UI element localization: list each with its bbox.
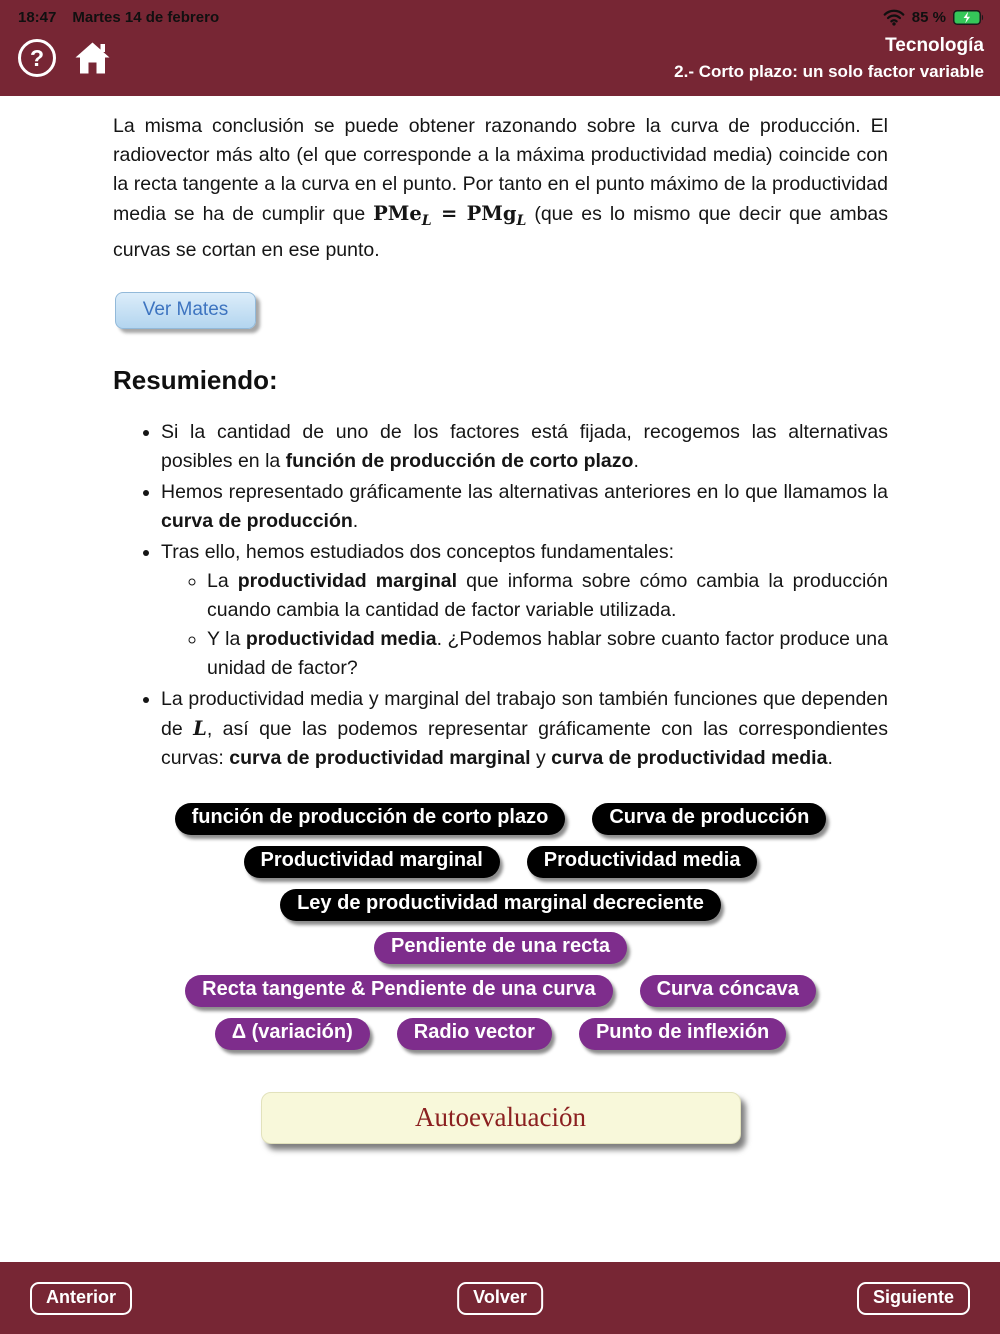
text-run: La bbox=[207, 569, 238, 592]
text-run: y bbox=[530, 746, 552, 769]
text-run: . bbox=[352, 509, 359, 532]
text-run: Tras ello, hemos estudiados dos conceptos fundamentales: bbox=[161, 540, 675, 563]
math-sub-l: L bbox=[421, 212, 432, 229]
text-run: que informa sobre cómo cambia la producción cuando cambia la cantidad de factor variable utilizada. bbox=[207, 569, 888, 621]
math-sub-l: L bbox=[516, 212, 527, 229]
tag-ley-productividad-marginal-decreciente[interactable]: Ley de productividad marginal decreciente bbox=[280, 889, 721, 921]
status-right bbox=[883, 9, 984, 26]
keyword-bold: curva de productividad marginal bbox=[229, 746, 531, 769]
keyword-bold: productividad media bbox=[245, 627, 437, 650]
text-run: , así que las podemos representar gráficamente con las correspondientes curvas: bbox=[161, 717, 889, 769]
keyword-tags bbox=[113, 803, 888, 1050]
tag-recta-tangente-pendiente-curva[interactable]: Recta tangente & Pendiente de una curva bbox=[185, 975, 612, 1007]
tag-funcion-de-produccion-corto-plazo[interactable]: función de producción de corto plazo bbox=[175, 803, 566, 835]
page-subtitle: 2.- Corto plazo: un solo factor variable bbox=[674, 61, 984, 81]
header-icons bbox=[18, 39, 111, 77]
math-pme: PMe bbox=[373, 202, 422, 225]
tag-punto-de-inflexion[interactable]: Punto de inflexión bbox=[579, 1018, 786, 1050]
ver-mates-button[interactable]: Ver Mates bbox=[115, 292, 256, 329]
text-run: (que es lo mismo que decir que ambas curvas se cortan en ese punto. bbox=[113, 203, 889, 261]
footer-bar bbox=[0, 1262, 1000, 1334]
tag-row bbox=[113, 975, 888, 1007]
app-title: Tecnología bbox=[885, 34, 984, 56]
text-run: La productividad media y marginal del trabajo son también funciones que dependen de bbox=[161, 687, 888, 740]
intro-paragraph bbox=[113, 112, 888, 265]
list-item bbox=[161, 418, 888, 476]
header-titles bbox=[674, 35, 984, 82]
tag-row bbox=[113, 1018, 888, 1050]
math-pmg: PMg bbox=[466, 202, 517, 225]
text-run: . ¿Podemos hablar sobre cuanto factor produce una unidad de factor? bbox=[207, 627, 888, 679]
list-item bbox=[161, 685, 888, 773]
list-item bbox=[207, 625, 888, 683]
tag-curva-de-produccion[interactable]: Curva de producción bbox=[592, 803, 826, 835]
text-run: Hemos representado gráficamente las alternativas anteriores en lo que llamamos la bbox=[161, 480, 888, 503]
tag-row bbox=[113, 846, 888, 878]
math-l-symbol: L bbox=[193, 716, 207, 740]
clock: 18:47 bbox=[18, 8, 57, 26]
list-item bbox=[161, 478, 888, 536]
tag-productividad-marginal[interactable]: Productividad marginal bbox=[244, 846, 500, 878]
battery-icon bbox=[953, 10, 984, 25]
main-content bbox=[0, 96, 1000, 1262]
text-run: . bbox=[633, 449, 639, 472]
text-run: La misma conclusión se puede obtener razonando sobre la curva de producción. El radiovector más alto (el que corresponde a la máxima productividad media) coincide con la recta tangente a la curva en el punto. Por tanto en el punto máximo de la productividad media se ha de cumplir que bbox=[113, 115, 888, 225]
status-left bbox=[18, 9, 219, 26]
math-equals: = bbox=[431, 202, 467, 225]
math-expression bbox=[373, 202, 527, 229]
volver-button[interactable]: Volver bbox=[457, 1282, 543, 1315]
status-bar bbox=[0, 0, 1000, 30]
text-run: Y la bbox=[207, 627, 246, 650]
summary-list bbox=[113, 418, 888, 773]
siguiente-button[interactable]: Siguiente bbox=[857, 1282, 970, 1315]
tag-row bbox=[113, 803, 888, 835]
keyword-bold: curva de producción bbox=[161, 509, 353, 532]
tag-radio-vector[interactable]: Radio vector bbox=[397, 1018, 552, 1050]
list-item bbox=[207, 567, 888, 625]
home-icon bbox=[74, 41, 111, 75]
summary-sublist bbox=[161, 567, 888, 683]
header bbox=[0, 30, 1000, 96]
list-item bbox=[161, 538, 888, 683]
keyword-bold: curva de productividad media bbox=[551, 746, 828, 769]
keyword-bold: productividad marginal bbox=[237, 569, 458, 592]
anterior-button[interactable]: Anterior bbox=[30, 1282, 132, 1315]
status-date: Martes 14 de febrero bbox=[72, 8, 220, 26]
section-heading: Resumiendo: bbox=[113, 364, 278, 395]
tag-productividad-media[interactable]: Productividad media bbox=[527, 846, 758, 878]
battery-percentage: 85 % bbox=[911, 8, 946, 26]
help-button[interactable] bbox=[18, 39, 56, 77]
keyword-bold: función de producción de corto plazo bbox=[285, 449, 634, 472]
tag-row bbox=[113, 889, 888, 921]
tag-pendiente-de-una-recta[interactable]: Pendiente de una recta bbox=[374, 932, 627, 964]
autoevaluacion-button[interactable]: Autoevaluación bbox=[261, 1092, 741, 1144]
text-run: . bbox=[827, 746, 833, 769]
tag-row bbox=[113, 932, 888, 964]
text-run: Si la cantidad de uno de los factores está fijada, recogemos las alternativas posibles en la bbox=[161, 420, 888, 472]
home-button[interactable] bbox=[74, 41, 111, 75]
tag-delta-variacion[interactable]: Δ (variación) bbox=[215, 1018, 370, 1050]
question-mark-icon: ? bbox=[29, 44, 45, 71]
tag-curva-concava[interactable]: Curva cóncava bbox=[640, 975, 816, 1007]
wifi-icon bbox=[883, 9, 905, 26]
